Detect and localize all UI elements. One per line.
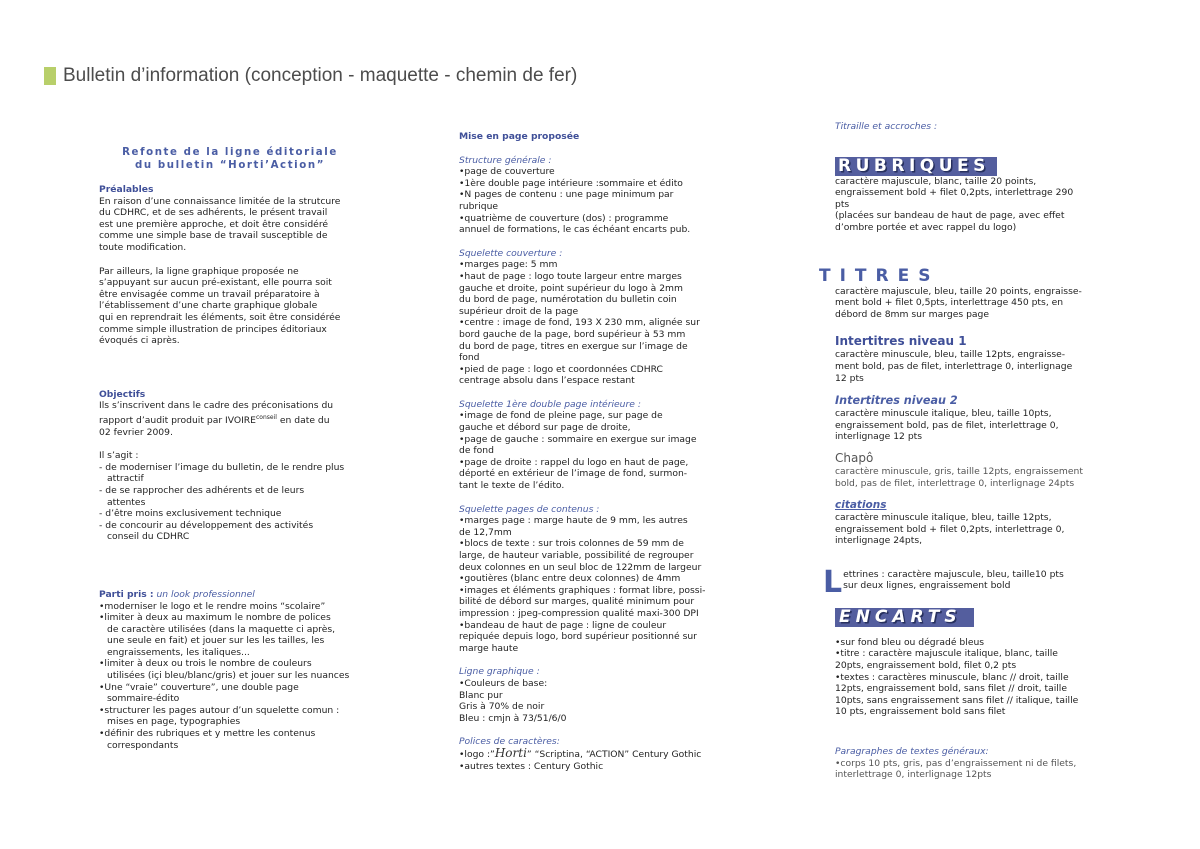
- parti-pris-item: •structurer les pages autour d’un squelette comun : mises en page, typographies: [99, 704, 340, 728]
- double-item: •page de gauche : sommaire en exergue sur image de fond: [459, 433, 697, 457]
- titres-label: TITRES: [819, 265, 940, 286]
- parti-pris-label: Parti pris :: [99, 588, 154, 600]
- contenus-item: •goutières (blanc entre deux colonnes) de 4mm: [459, 573, 681, 585]
- doc-title-line1: Refonte de la ligne éditoriale: [122, 147, 338, 158]
- objectifs-item: - de concourir au développement des activités conseil du CDHRC: [99, 519, 314, 543]
- chapo-desc: caractère minuscule, gris, taille 12pts, engraissement bold, pas de filet, interlettrage 0, interlignage 24pts: [835, 465, 1083, 489]
- lettrines-row: [823, 564, 1097, 600]
- column-2: [459, 131, 721, 772]
- polices-item-logo: [459, 745, 721, 761]
- intertitre2-label: Intertitres niveau 2: [835, 394, 958, 408]
- page-header: [44, 64, 577, 88]
- objectifs-p1b: en date du 02 fevrier 2009.: [99, 414, 330, 438]
- intertitre1-desc: caractère minuscule, bleu, taille 12pts, engraisse- ment bold, pas de filet, interlettrage 0, interlignage 12 pts: [835, 349, 1073, 384]
- page-title: Bulletin d’information (conception - maquette - chemin de fer): [63, 65, 578, 86]
- encarts-item: •titre : caractère majuscule italique, blanc, taille 20pts, engraissement bold, filet 0,2 pts: [835, 648, 1058, 672]
- prealables-p2: Par ailleurs, la ligne graphique proposée ne s’appuyant sur aucun pré-existant, elle pourra soit être envisagée comme un travail préparatoire à l’établissement d’une charte graphique globale qui en reprendrait les éléments, soit être considérée comme simple illustration de principes éditoriaux évoqués ci après.: [99, 265, 341, 347]
- objectifs-p1a: Ils s’inscrivent dans le cadre des préconisations du rapport d’audit produit par IVOIRE: [99, 400, 334, 426]
- objectifs-p1: [99, 400, 361, 438]
- rubriques-band: RUBRIQUES: [835, 157, 997, 176]
- titraille-heading: Titraille et accroches :: [835, 121, 938, 132]
- double-heading: Squelette 1ère double page intérieure :: [459, 398, 641, 410]
- parti-pris-sub: un look professionnel: [153, 588, 255, 600]
- contenus-item: •marges page : marge haute de 9 mm, les autres de 12,7mm: [459, 515, 688, 538]
- parti-pris-item: •moderniser le logo et le rendre moins “scolaire”: [99, 600, 326, 612]
- polices-item: •autres textes : Century Gothic: [459, 760, 604, 772]
- couverture-item: •haut de page : logo toute largeur entre marges gauche et droite, point supérieur du logo à 2mm du bord de page, numérotation du bulletin coin supérieur droit de la page: [459, 270, 683, 317]
- lettrines-desc: ettrines : caractère majuscule, bleu, taille10 pts sur deux lignes, engraissement bold: [843, 568, 1064, 592]
- mise-en-page-heading: Mise en page proposée: [459, 131, 580, 142]
- contenus-item: •bandeau de haut de page : ligne de couleur repiquée depuis logo, bord supérieur positionné sur marge haute: [459, 619, 697, 654]
- ligne-item: •Couleurs de base:: [459, 677, 548, 689]
- structure-heading: Structure générale :: [459, 154, 552, 166]
- polices-heading: Polices de caractères:: [459, 736, 560, 748]
- polices-pre: •logo :”: [459, 748, 495, 760]
- citations-label: citations: [835, 499, 887, 512]
- polices-post: ” “Scriptina, “ACTION” Century Gothic: [526, 748, 702, 760]
- double-item: •page de droite : rappel du logo en haut de page, déporté en extérieur de l’image de fond, surmon- tant le texte de l’édito.: [459, 456, 689, 492]
- couverture-item: •pied de page : logo et coordonnées CDHRC centrage absolu dans l’espace restant: [459, 363, 663, 387]
- encarts-item: •textes : caractères minuscule, blanc // droit, taille 12pts, engraissement bold, sans filet // droit, taille 10pts, sans engraissement sans filet // italique, taille 10 pts, engraissement bold sans filet: [835, 671, 1079, 718]
- parti-pris-item: •définir des rubriques et y mettre les contenus correspondants: [99, 728, 316, 751]
- objectifs-intro: Il s’agit :: [99, 450, 139, 462]
- intertitre1-label: Intertitres niveau 1: [835, 334, 967, 349]
- ligne-item: Bleu : cmjn à 73/51/6/0: [459, 712, 567, 724]
- structure-item: •page de couverture: [459, 166, 555, 178]
- couverture-item: •marges page: 5 mm: [459, 259, 558, 271]
- parti-pris-item: •limiter à deux au maximum le nombre de polices de caractère utilisées (dans la maquette ci après, une seule en fait) et jouer sur les les tailles, les engraissements, les italiques...: [99, 612, 336, 658]
- lettrine-letter: L: [823, 564, 843, 600]
- prealables-heading: Préalables: [99, 184, 154, 195]
- objectifs-item: - d’être moins exclusivement technique: [99, 508, 282, 520]
- column-3: [819, 121, 1097, 781]
- intertitre2-desc: caractère minuscule italique, bleu, taille 10pts, engraissement bold, pas de filet, interlettrage 0, interlignage 12 pts: [835, 408, 1059, 443]
- objectifs-heading: Objectifs: [99, 388, 146, 400]
- objectifs-item: - de moderniser l’image du bulletin, de le rendre plus attractif: [99, 461, 345, 485]
- header-square-icon: [44, 67, 56, 85]
- contenus-item: •images et éléments graphiques : format libre, possi- bilité de débord sur marges, qualité minimum pour impression : jpeg-compression qualité maxi-300 DPI: [459, 584, 706, 619]
- parti-pris-item: •Une “vraie” couverture”, une double page sommaire-édito: [99, 681, 299, 705]
- citations-desc: caractère minuscule italique, bleu, taille 12pts, engraissement bold + filet 0,2pts, interlettrage 0, interlignage 24pts,: [835, 512, 1065, 547]
- couverture-heading: Squelette couverture :: [459, 247, 563, 259]
- contenus-heading: Squelette pages de contenus :: [459, 503, 600, 515]
- column-1: [99, 146, 361, 751]
- structure-item: •quatrième de couverture (dos) : programme annuel de formations, le cas échéant encarts pub.: [459, 212, 691, 236]
- structure-item: •1ère double page intérieure :sommaire et édito: [459, 177, 683, 189]
- encarts-band: ENCARTS: [835, 608, 974, 627]
- rubriques-desc: caractère majuscule, blanc, taille 20 points, engraissement bold + filet 0,2pts, interlettrage 290 pts (placées sur bandeau de haut de page, avec effet d’ombre portée et avec rappel du logo): [835, 175, 1074, 233]
- couverture-item: •centre : image de fond, 193 X 230 mm, alignée sur bord gauche de la page, bord supérieur à 53 mm du bord de page, titres en exergue sur l’image de fond: [459, 317, 700, 364]
- horti-logo: Horti: [494, 745, 527, 760]
- paragraphes-desc: •corps 10 pts, gris, pas d’engraissement ni de filets, interlettrage 0, interlignage 12pts: [835, 757, 1077, 781]
- contenus-item: •blocs de texte : sur trois colonnes de 59 mm de large, de hauteur variable, possibilité de regrouper deux colonnes en un seul bloc de 122mm de largeur: [459, 538, 702, 573]
- prealables-p1: En raison d’une connaissance limitée de la strutcure du CDHRC, et de ses adhérents, le présent travail est une première approche, et doit être considéré comme une simple base de travail susceptible de toute modification.: [99, 195, 341, 253]
- double-item: •image de fond de pleine page, sur page de gauche et débord sur page de droite,: [459, 410, 663, 434]
- chapo-label: Chapô: [835, 450, 874, 465]
- parti-pris-item: •limiter à deux ou trois le nombre de couleurs utilisées (içi bleu/blanc/gris) et jouer sur les nuances: [99, 658, 350, 682]
- objectifs-sup: conseil: [256, 413, 277, 421]
- ligne-item: Gris à 70% de noir: [459, 701, 545, 713]
- parti-pris-heading: [99, 589, 361, 601]
- titres-desc: caractère majuscule, bleu, taille 20 points, engraisse- ment bold + filet 0,5pts, interlettrage 450 pts, en débord de 8mm sur marges page: [835, 285, 1082, 320]
- ligne-heading: Ligne graphique :: [459, 666, 540, 678]
- encarts-item: •sur fond bleu ou dégradé bleus: [835, 636, 985, 648]
- paragraphes-heading: Paragraphes de textes généraux:: [835, 746, 989, 758]
- doc-title-line2: du bulletin “Horti’Action”: [135, 160, 325, 171]
- ligne-item: Blanc pur: [459, 689, 503, 701]
- objectifs-item: - de se rapprocher des adhérents et de leurs attentes: [99, 484, 305, 508]
- structure-item: •N pages de contenu : une page minimum par rubrique: [459, 189, 674, 212]
